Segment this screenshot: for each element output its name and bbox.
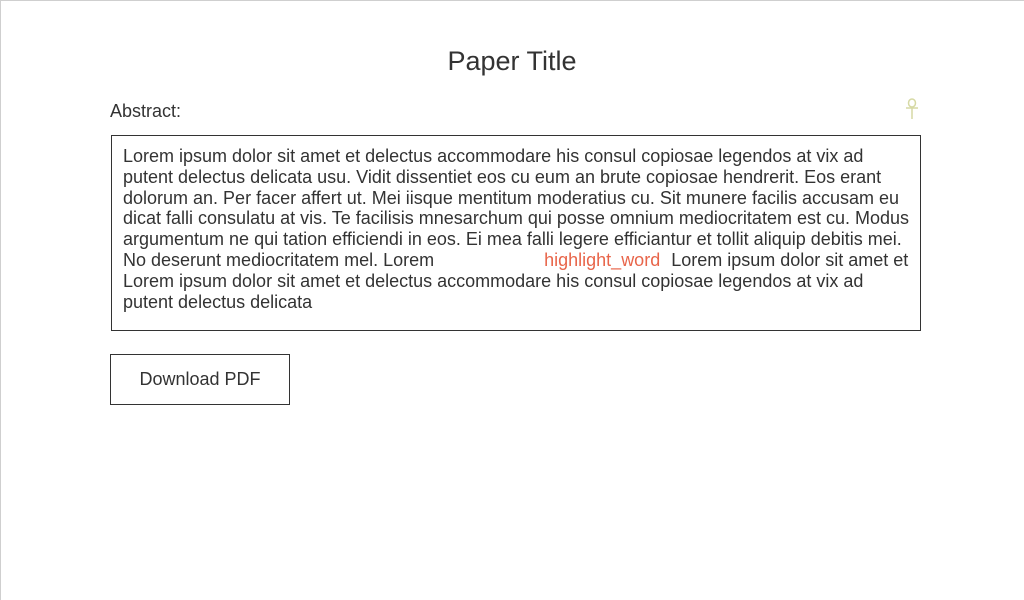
download-pdf-button[interactable]: Download PDF bbox=[110, 354, 290, 405]
highlight-word: highlight_word bbox=[544, 249, 661, 270]
paper-title: Paper Title bbox=[447, 46, 577, 76]
abstract-text-start: Lorem ipsum dolor sit amet et delectus accommodare his consul copiosae legendos at vix ad putent delectus delicata usu. Vidit dissentiet eos cu eum an brute copiosae hendrerit. Eos erant dolorum an. Per facer affert ut. Mei iisque mentitum moderatius cu. Sit munere facilis accusam eu dicat falli consulatu at vis. Te facilisis mnesarchum qui posse omnium mediocritatem est cu. Modus argumentum ne qui tation efficiendi in eos. Ei mea falli legere efficiantur et tollit aliquip debitis mei. No deserunt mediocritatem mel. Lorem bbox=[123, 146, 909, 270]
ankh-icon bbox=[905, 98, 919, 120]
abstract-text bbox=[111, 135, 921, 331]
abstract-text-end: Lorem ipsum dolor sit amet et Lorem ipsum dolor sit amet et delectus accommodare his consul copiosae legendos at vix ad putent delectus delicata bbox=[123, 249, 909, 312]
abstract-label: Abstract: bbox=[110, 101, 182, 121]
